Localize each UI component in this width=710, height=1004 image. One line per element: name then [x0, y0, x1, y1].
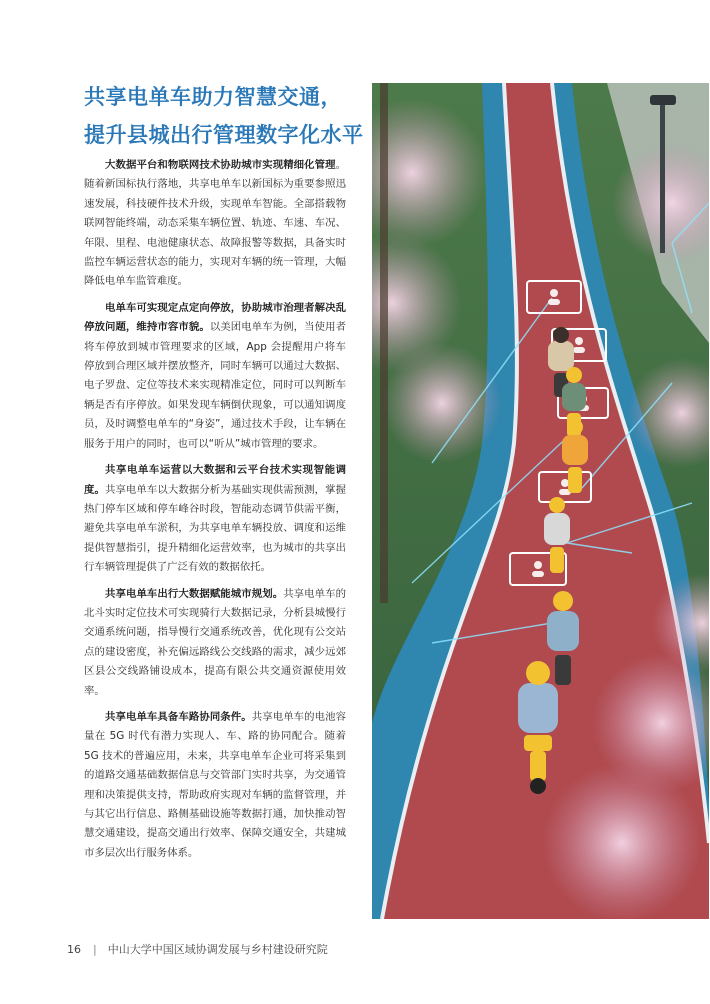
page-title-line-1: 共享电单车助力智慧交通，: [84, 85, 342, 109]
tree-trunk: [380, 83, 388, 603]
paragraph-5: [84, 708, 346, 863]
paragraph-5-text: 共享电单车的电池容量在 5G 时代有潜力实现人、车、路的协同配合。随着 5G 技术的普遍应用，未来，共享电单车企业可将采集到的道路交通基础数据信息与交管部门实时共享，为交通管理和决策提供支持，帮助政府实现对车辆的监督管理，并与其它出行信息、路侧基础设施等数据打通，加快推动智慧交通建设，提高交通出行效率、保障交通安全，共建城市多层次出行服务体系。: [84, 710, 346, 859]
paragraph-3-lead: 共享电单车运营以大数据和云平台技术实现智能调度。: [84, 464, 346, 496]
paragraph-4-text: 共享电单车的北斗实时定位技术可实现骑行大数据记录，分析县城慢行交通系统问题，指导慢行交通系统改善，优化现有公交站点的建设密度，补充偏远路线公交线路的需求，减少远郊区县公交线路铺设成本，提高有限公共交通资源使用效率。: [84, 587, 347, 697]
paragraph-3-text: 共享电单车以大数据分析为基础实现供需预测，掌握热门停车区域和停车峰谷时段，智能动态调节供需平衡，避免共享电单车淤积，为共享电单车辆投放、调度和运维提供智慧指引，提升精细化运营效率，也为城市的共享出行车辆管理提供了广泛有效的数据依托。: [84, 483, 346, 574]
paragraph-4-lead: 共享电单车出行大数据赋能城市规划。: [105, 587, 284, 600]
lamp-post: [660, 103, 665, 253]
paragraph-2-text: 以美团电单车为例，当使用者将车停放到城市管理要求的区域，App 会提醒用户将车停放到合理区域并摆放整齐，同时车辆可以通过大数据、电子罗盘、定位等技术来实现精准定位，同时可以判断车辆是否有序停放。如果发现车辆倒伏现象，可以通知调度员，及时调整电单车的“身姿”，通过技术手段，让车辆在服务于用户的同时，也可以“听从”城市管理的要求。: [84, 321, 347, 450]
lamp-head: [650, 95, 676, 105]
paragraph-5-lead: 共享电单车具备车路协同条件。: [105, 710, 252, 723]
paragraph-1: [84, 156, 346, 292]
footer-separator: |: [93, 943, 97, 956]
paragraph-1-lead: 大数据平台和物联网技术协助城市实现精细化管理: [105, 159, 336, 171]
bike-lane-photo: [372, 83, 709, 919]
page-title-line-2: 提升县城出行管理数字化水平: [84, 123, 364, 147]
article-body: [84, 156, 346, 870]
bike-lane-illustration: [372, 83, 709, 919]
paragraph-2-lead: 电单车可实现定点定向停放，协助城市治理者解决乱停放问题，维持市容市貌。: [84, 301, 346, 334]
page-number: 16: [67, 943, 81, 956]
footer-institution: 中山大学中国区域协调发展与乡村建设研究院: [107, 943, 328, 956]
page-footer: [67, 941, 328, 957]
heading: [84, 82, 374, 158]
paragraph-4: [84, 585, 346, 701]
paragraph-2: [84, 299, 346, 454]
paragraph-1-text: 。随着新国标执行落地，共享电单车以新国标为重要参照迅速发展，科技硬件技术升级，实现单车智能。全部搭载物联网智能终端，动态采集车辆位置、轨迹、车速、车况、年限、里程、电池健康状态、故障报警等数据，具备实时监控车辆运营状态的能力，实现对车辆的统一管理，大幅降低电单车监管难度。: [84, 159, 346, 288]
paragraph-3: [84, 461, 346, 577]
